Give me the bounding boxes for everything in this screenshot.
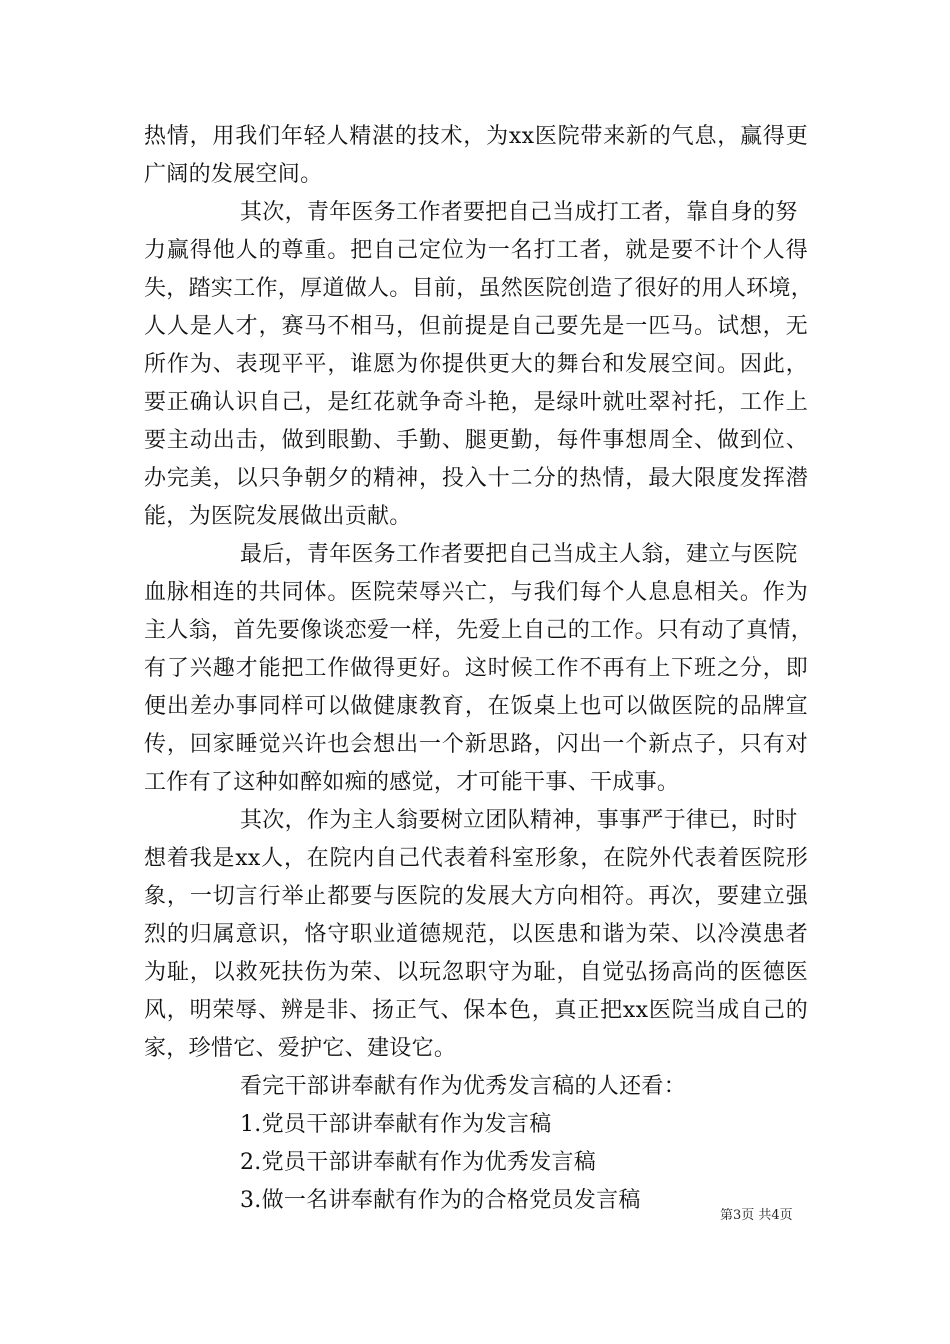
text-line: 失，踏实工作，厚道做人。目前，虽然医院创造了很好的用人环境，: [144, 276, 814, 301]
text-line: 热情，用我们年轻人精湛的技术，为xx医院带来新的气息，赢得更: [144, 124, 808, 149]
text-line: 血脉相连的共同体。医院荣辱兴亡，与我们每个人息息相关。作为: [144, 580, 808, 605]
text-line: 主人翁，首先要像谈恋爱一样，先爱上自己的工作。只有动了真情，: [144, 618, 814, 643]
text-line: 工作有了这种如醉如痴的感觉，才可能干事、干成事。: [144, 770, 680, 795]
text-line: 家，珍惜它、爱护它、建设它。: [144, 1036, 457, 1061]
text-line: 广阔的发展空间。: [144, 162, 323, 187]
text-line: 象，一切言行举止都要与医院的发展大方向相符。再次，要建立强: [144, 884, 808, 909]
text-line: 为耻，以救死扶伤为荣、以玩忽职守为耻，自觉弘扬高尚的医德医: [144, 960, 808, 985]
text-line: 力赢得他人的尊重。把自己定位为一名打工者，就是要不计个人得: [144, 238, 808, 263]
text-line: 最后，青年医务工作者要把自己当成主人翁，建立与医院: [240, 542, 798, 567]
text-line: 其次，青年医务工作者要把自己当成打工者，靠自身的努: [240, 200, 798, 225]
document-body: [144, 118, 824, 1220]
text-line: 要主动出击，做到眼勤、手勤、腿更勤，每件事想周全、做到位、: [144, 428, 808, 453]
text-line: 办完美，以只争朝夕的精神，投入十二分的热情，最大限度发挥潜: [144, 466, 808, 491]
text-line: 便出差办事同样可以做健康教育，在饭桌上也可以做医院的品牌宣: [144, 694, 808, 719]
text-line: 有了兴趣才能把工作做得更好。这时候工作不再有上下班之分，即: [144, 656, 808, 681]
related-link[interactable]: 1.党员干部讲奉献有作为发言稿: [240, 1112, 552, 1137]
text-line: 人人是人才，赛马不相马，但前提是自己要先是一匹马。试想，无: [144, 314, 808, 339]
page-number: 第3页 共4页: [720, 1208, 793, 1223]
related-link[interactable]: 2.党员干部讲奉献有作为优秀发言稿: [240, 1150, 597, 1175]
text-line: 其次，作为主人翁要树立团队精神，事事严于律已，时时: [240, 808, 798, 833]
related-link[interactable]: 3.做一名讲奉献有作为的合格党员发言稿: [240, 1188, 641, 1213]
text-line: 所作为、表现平平，谁愿为你提供更大的舞台和发展空间。因此，: [144, 352, 808, 377]
text-line: 烈的归属意识，恪守职业道德规范，以医患和谐为荣、以冷漠患者: [144, 922, 808, 947]
text-line: 想着我是xx人，在院内自己代表着科室形象，在院外代表着医院形: [144, 846, 808, 871]
text-line: 风，明荣辱、辨是非、扬正气、保本色，真正把xx医院当成自己的: [144, 998, 808, 1023]
text-line: 能，为医院发展做出贡献。: [144, 504, 412, 529]
text-line: 要正确认识自己，是红花就争奇斗艳，是绿叶就吐翠衬托，工作上: [144, 390, 808, 415]
related-heading: 看完干部讲奉献有作为优秀发言稿的人还看：: [240, 1074, 687, 1099]
text-line: 传，回家睡觉兴许也会想出一个新思路，闪出一个新点子，只有对: [144, 732, 808, 757]
